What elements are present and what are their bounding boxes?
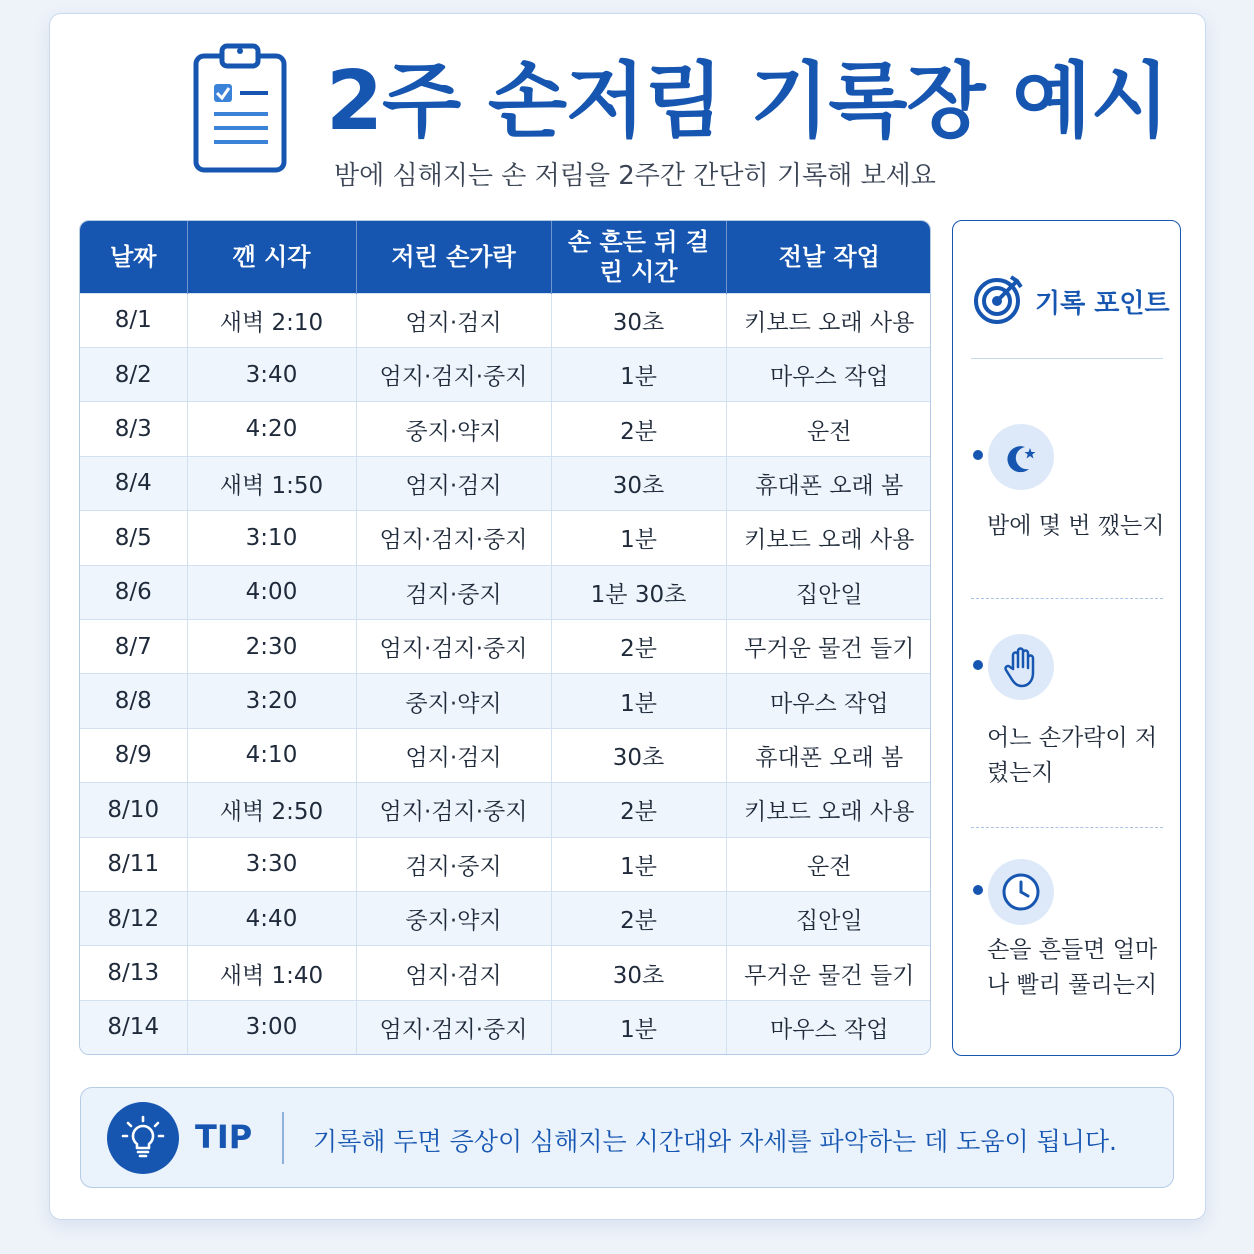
- wake-time-cell: 3:30: [187, 837, 356, 891]
- hand-icon: [988, 634, 1054, 700]
- bullet: [973, 660, 983, 670]
- tip-box: [80, 1087, 1174, 1188]
- fingers-cell: 엄지·검지·중지: [356, 1000, 551, 1054]
- prev-activity-cell: 집안일: [726, 891, 931, 945]
- point-text-fingers: 어느 손가락이 저렸는지: [987, 725, 1158, 786]
- wake-time-cell: 3:40: [187, 347, 356, 401]
- fingers-cell: 중지·약지: [356, 674, 551, 728]
- divider: [971, 358, 1163, 359]
- prev-activity-cell: 무거운 물건 들기: [726, 619, 931, 673]
- page-subtitle: 밤에 심해지는 손 저림을 2주간 간단히 기록해 보세요: [334, 161, 936, 191]
- col-header-wake-time: 깬 시각: [187, 221, 356, 293]
- table-row: [80, 456, 931, 510]
- fingers-cell: 엄지·검지: [356, 946, 551, 1000]
- divider: [282, 1112, 284, 1164]
- recovery-time-cell: 30초: [551, 456, 726, 510]
- table-row: [80, 619, 931, 673]
- table-row: [80, 837, 931, 891]
- recovery-time-cell: 1분 30초: [551, 565, 726, 619]
- record-table: [79, 220, 931, 1055]
- table-row: [80, 946, 931, 1000]
- date-cell: 8/10: [80, 783, 187, 837]
- date-cell: 8/6: [80, 565, 187, 619]
- wake-time-cell: 새벽 2:10: [187, 293, 356, 347]
- date-cell: 8/13: [80, 946, 187, 1000]
- prev-activity-cell: 휴대폰 오래 봄: [726, 456, 931, 510]
- wake-time-cell: 4:10: [187, 728, 356, 782]
- bullet: [973, 885, 983, 895]
- recovery-time-cell: 1분: [551, 1000, 726, 1054]
- point-text-wake-count: 밤에 몇 번 깼는지: [987, 513, 1165, 539]
- tip-text: 기록해 두면 증상이 심해지는 시간대와 자세를 파악하는 데 도움이 됩니다.: [313, 1127, 1117, 1156]
- point-text-recovery: 손을 흔들면 얼마나 빨리 풀리는지: [987, 937, 1158, 998]
- prev-activity-cell: 마우스 작업: [726, 1000, 931, 1054]
- fingers-cell: 엄지·검지·중지: [356, 347, 551, 401]
- panel-title: 기록 포인트: [1035, 289, 1170, 319]
- wake-time-cell: 4:00: [187, 565, 356, 619]
- recovery-time-cell: 30초: [551, 946, 726, 1000]
- bullet: [973, 450, 983, 460]
- recovery-time-cell: 2분: [551, 402, 726, 456]
- date-cell: 8/4: [80, 456, 187, 510]
- date-cell: 8/3: [80, 402, 187, 456]
- fingers-cell: 검지·중지: [356, 837, 551, 891]
- clipboard-check-icon: [190, 40, 290, 176]
- col-header-fingers: 저린 손가락: [356, 221, 551, 293]
- fingers-cell: 엄지·검지·중지: [356, 783, 551, 837]
- wake-time-cell: 4:40: [187, 891, 356, 945]
- page-title: 2주 손저림 기록장 예시: [326, 54, 1169, 149]
- date-cell: 8/8: [80, 674, 187, 728]
- col-header-date: 날짜: [80, 221, 187, 293]
- fingers-cell: 중지·약지: [356, 891, 551, 945]
- wake-time-cell: 3:00: [187, 1000, 356, 1054]
- table-row: [80, 891, 931, 945]
- recovery-time-cell: 1분: [551, 674, 726, 728]
- date-cell: 8/9: [80, 728, 187, 782]
- clock-icon: [988, 859, 1054, 925]
- table-header-row: [80, 221, 931, 293]
- prev-activity-cell: 운전: [726, 402, 931, 456]
- date-cell: 8/7: [80, 619, 187, 673]
- table-row: [80, 674, 931, 728]
- divider: [971, 827, 1163, 828]
- table-row: [80, 511, 931, 565]
- fingers-cell: 엄지·검지·중지: [356, 511, 551, 565]
- recovery-time-cell: 1분: [551, 347, 726, 401]
- prev-activity-cell: 키보드 오래 사용: [726, 783, 931, 837]
- prev-activity-cell: 휴대폰 오래 봄: [726, 728, 931, 782]
- fingers-cell: 엄지·검지: [356, 293, 551, 347]
- fingers-cell: 엄지·검지: [356, 456, 551, 510]
- recovery-time-cell: 2분: [551, 891, 726, 945]
- table-row: [80, 783, 931, 837]
- recovery-time-cell: 1분: [551, 837, 726, 891]
- record-points-panel: [952, 220, 1181, 1056]
- col-header-prev-activity: 전날 작업: [726, 221, 931, 293]
- date-cell: 8/14: [80, 1000, 187, 1054]
- wake-time-cell: 2:30: [187, 619, 356, 673]
- table-row: [80, 347, 931, 401]
- fingers-cell: 중지·약지: [356, 402, 551, 456]
- fingers-cell: 엄지·검지·중지: [356, 619, 551, 673]
- prev-activity-cell: 마우스 작업: [726, 674, 931, 728]
- recovery-time-cell: 30초: [551, 293, 726, 347]
- table-row: [80, 565, 931, 619]
- table-row: [80, 728, 931, 782]
- table-row: [80, 293, 931, 347]
- wake-time-cell: 3:10: [187, 511, 356, 565]
- fingers-cell: 엄지·검지: [356, 728, 551, 782]
- prev-activity-cell: 무거운 물건 들기: [726, 946, 931, 1000]
- moon-icon: [988, 424, 1054, 490]
- divider: [971, 598, 1163, 599]
- wake-time-cell: 새벽 1:50: [187, 456, 356, 510]
- recovery-time-cell: 1분: [551, 511, 726, 565]
- fingers-cell: 검지·중지: [356, 565, 551, 619]
- wake-time-cell: 새벽 1:40: [187, 946, 356, 1000]
- target-icon: [973, 273, 1025, 325]
- prev-activity-cell: 마우스 작업: [726, 347, 931, 401]
- table-row: [80, 1000, 931, 1054]
- col-header-recovery-time: 손 흔든 뒤 걸린 시간: [551, 221, 726, 293]
- prev-activity-cell: 키보드 오래 사용: [726, 511, 931, 565]
- tip-label: TIP: [195, 1118, 253, 1156]
- wake-time-cell: 새벽 2:50: [187, 783, 356, 837]
- date-cell: 8/5: [80, 511, 187, 565]
- date-cell: 8/12: [80, 891, 187, 945]
- wake-time-cell: 4:20: [187, 402, 356, 456]
- recovery-time-cell: 30초: [551, 728, 726, 782]
- date-cell: 8/1: [80, 293, 187, 347]
- prev-activity-cell: 키보드 오래 사용: [726, 293, 931, 347]
- table-row: [80, 402, 931, 456]
- date-cell: 8/2: [80, 347, 187, 401]
- recovery-time-cell: 2분: [551, 783, 726, 837]
- prev-activity-cell: 집안일: [726, 565, 931, 619]
- recovery-time-cell: 2분: [551, 619, 726, 673]
- date-cell: 8/11: [80, 837, 187, 891]
- wake-time-cell: 3:20: [187, 674, 356, 728]
- lightbulb-icon: [107, 1102, 179, 1174]
- prev-activity-cell: 운전: [726, 837, 931, 891]
